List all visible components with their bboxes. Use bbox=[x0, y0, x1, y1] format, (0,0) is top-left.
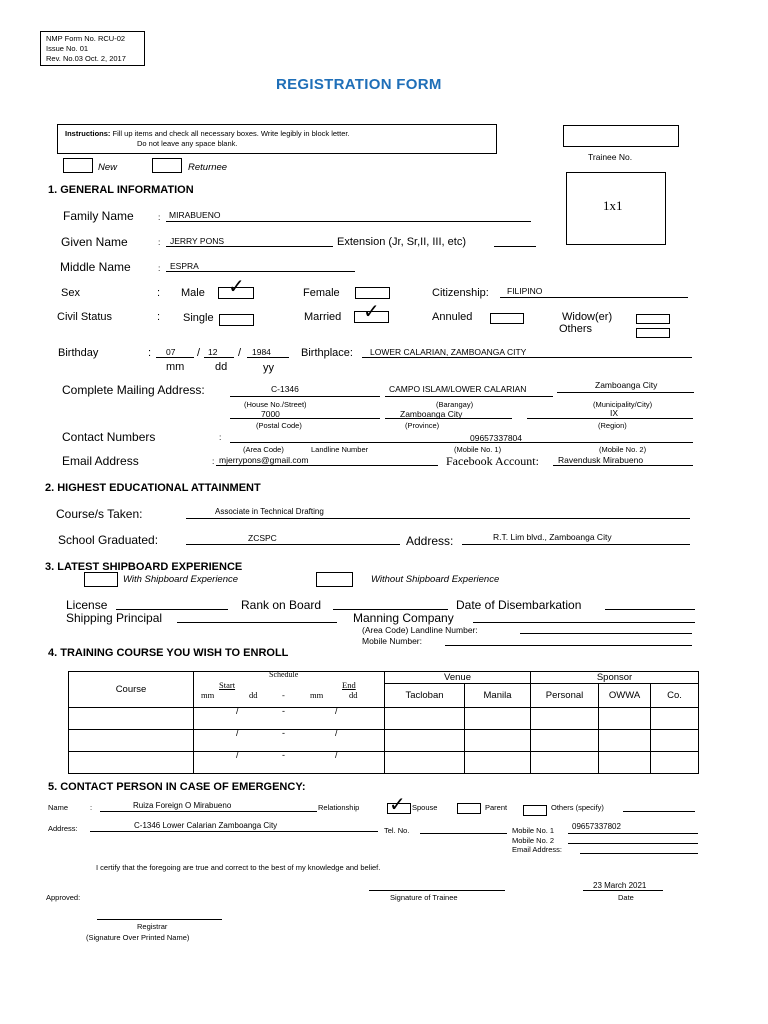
civil-status-colon: : bbox=[157, 311, 161, 323]
table-cell[interactable] bbox=[651, 708, 699, 730]
photo-label: 1x1 bbox=[603, 198, 623, 213]
email-value: mjerrypons@gmail.com bbox=[219, 455, 309, 465]
s3-landline-line[interactable] bbox=[520, 633, 692, 634]
civil-status-label: Civil Status bbox=[57, 311, 113, 323]
approved-label: Approved: bbox=[46, 893, 81, 902]
emergency-mobile2-line[interactable] bbox=[568, 843, 698, 844]
region-label: (Region) bbox=[598, 421, 627, 430]
emergency-mobile1-label: Mobile No. 1 bbox=[512, 826, 555, 835]
others-checkbox[interactable] bbox=[636, 328, 670, 338]
emergency-email-label: Email Address: bbox=[512, 845, 563, 854]
middle-name-line[interactable] bbox=[166, 271, 355, 272]
manning-line[interactable] bbox=[473, 622, 695, 623]
extension-line[interactable] bbox=[494, 246, 536, 247]
new-checkbox[interactable] bbox=[63, 158, 93, 173]
birth-sep-1: / bbox=[197, 347, 201, 359]
school-value: ZCSPC bbox=[248, 533, 277, 543]
section4-title: 4. TRAINING COURSE YOU WISH TO ENROLL bbox=[48, 647, 289, 659]
birth-day-line[interactable] bbox=[204, 357, 234, 358]
school-address-line[interactable] bbox=[462, 544, 690, 545]
certification-text: I certify that the foregoing are true and correct to the best of my knowledge and belief. bbox=[96, 863, 381, 872]
emergency-email-line[interactable] bbox=[580, 853, 698, 854]
region-value: IX bbox=[610, 408, 619, 418]
spouse-check-icon: ✓ bbox=[389, 794, 406, 816]
birthplace-line[interactable] bbox=[362, 357, 692, 358]
license-line[interactable] bbox=[116, 609, 228, 610]
sex-label: Sex bbox=[61, 287, 80, 299]
emergency-mobile2-label: Mobile No. 2 bbox=[512, 836, 555, 845]
returnee-label: Returnee bbox=[188, 162, 228, 173]
returnee-checkbox[interactable] bbox=[152, 158, 182, 173]
course-column-header bbox=[69, 672, 194, 708]
spouse-label: Spouse bbox=[412, 803, 438, 812]
house-label: (House No./Street) bbox=[244, 400, 307, 409]
school-label: School Graduated: bbox=[58, 533, 159, 547]
schedule-cell[interactable] bbox=[194, 708, 385, 730]
course-cell[interactable] bbox=[69, 708, 194, 730]
table-cell[interactable] bbox=[599, 730, 651, 752]
parent-label: Parent bbox=[485, 803, 508, 812]
sched-slash-1: / bbox=[236, 750, 239, 760]
end-label: End bbox=[342, 680, 356, 690]
sched-dash: - bbox=[282, 728, 285, 738]
trainee-no-label: Trainee No. bbox=[588, 152, 633, 162]
disembark-line[interactable] bbox=[605, 609, 695, 610]
sponsor-label: Sponsor bbox=[596, 672, 633, 683]
city-value: Zamboanga City bbox=[595, 380, 658, 390]
facebook-line[interactable] bbox=[553, 465, 693, 466]
female-checkbox[interactable] bbox=[355, 287, 390, 299]
table-cell[interactable] bbox=[599, 752, 651, 774]
citizenship-label: Citizenship: bbox=[432, 287, 489, 299]
barangay-label: (Barangay) bbox=[436, 400, 474, 409]
sex-colon: : bbox=[157, 287, 161, 299]
table-cell[interactable] bbox=[651, 730, 699, 752]
family-name-line[interactable] bbox=[166, 221, 531, 222]
single-checkbox[interactable] bbox=[219, 314, 254, 326]
birth-month: 07 bbox=[166, 347, 176, 357]
birthday-label: Birthday bbox=[58, 347, 99, 359]
schedule-cell[interactable] bbox=[194, 730, 385, 752]
barangay-line[interactable] bbox=[385, 396, 553, 397]
family-name-label: Family Name bbox=[63, 209, 134, 223]
citizenship-value: FILIPINO bbox=[507, 286, 543, 296]
mobile1-label: (Mobile No. 1) bbox=[454, 445, 502, 454]
sched-slash-2: / bbox=[335, 728, 338, 738]
family-name-colon: : bbox=[158, 212, 161, 222]
postal-label: (Postal Code) bbox=[256, 421, 302, 430]
rank-label: Rank on Board bbox=[241, 598, 322, 612]
sched-dash: - bbox=[282, 706, 285, 716]
married-check-icon: ✓ bbox=[363, 301, 380, 323]
facebook-value: Ravendusk Mirabueno bbox=[558, 455, 644, 465]
middle-name-label: Middle Name bbox=[60, 260, 131, 274]
registrar-line[interactable] bbox=[97, 919, 222, 920]
emergency-name-value: Ruiza Foreign O Mirabueno bbox=[133, 801, 232, 810]
printed-name-label: (Signature Over Printed Name) bbox=[86, 933, 190, 942]
widow-checkbox[interactable] bbox=[636, 314, 670, 324]
section3-title-text: . LATEST SHIPBOARD EXPERIENCE bbox=[51, 561, 243, 573]
emergency-tel-label: Tel. No. bbox=[384, 826, 410, 835]
address-label: Complete Mailing Address: bbox=[62, 383, 205, 397]
s3-mobile-line[interactable] bbox=[445, 645, 692, 646]
table-cell[interactable] bbox=[465, 730, 531, 752]
mobile1-value: 09657337804 bbox=[470, 433, 523, 443]
email-colon: : bbox=[212, 456, 215, 466]
birth-year: 1984 bbox=[252, 347, 271, 357]
issue-number: Issue No. 01 bbox=[46, 44, 89, 53]
facebook-label: Facebook Account: bbox=[446, 454, 539, 468]
section5-title: 5. CONTACT PERSON IN CASE OF EMERGENCY: bbox=[48, 781, 306, 793]
email-line[interactable] bbox=[216, 465, 438, 466]
area-code-label: (Area Code) bbox=[243, 445, 284, 454]
sponsor-column-header bbox=[531, 672, 699, 684]
signature-date-value: 23 March 2021 bbox=[593, 881, 647, 890]
birth-year-line[interactable] bbox=[247, 357, 289, 358]
annuled-label: Annuled bbox=[432, 311, 473, 323]
form-number: NMP Form No. RCU-02 bbox=[46, 34, 126, 43]
sched-slash-2: / bbox=[335, 706, 338, 716]
table-cell[interactable] bbox=[385, 708, 465, 730]
course-label: Course/s Taken: bbox=[56, 507, 143, 521]
start-mm-label: mm bbox=[201, 690, 215, 700]
license-label: License bbox=[66, 598, 108, 612]
course-value: Associate in Technical Drafting bbox=[215, 507, 324, 516]
birth-month-line[interactable] bbox=[156, 357, 194, 358]
others-label: Others bbox=[559, 323, 593, 335]
annuled-checkbox[interactable] bbox=[490, 313, 524, 324]
start-dd-label: dd bbox=[249, 690, 258, 700]
emergency-address-label: Address: bbox=[48, 824, 78, 833]
emergency-name-label: Name bbox=[48, 803, 69, 812]
relationship-label: Relationship bbox=[318, 803, 360, 812]
owwa-header bbox=[599, 684, 651, 708]
table-cell[interactable] bbox=[651, 752, 699, 774]
schedule-cell[interactable] bbox=[194, 752, 385, 774]
barangay-value: CAMPO ISLAM/LOWER CALARIAN bbox=[389, 384, 527, 394]
citizenship-line[interactable] bbox=[500, 297, 688, 298]
given-name-colon: : bbox=[158, 237, 161, 247]
disembark-label: Date of Disembarkation bbox=[456, 598, 582, 612]
section1-title: 1. GENERAL INFORMATION bbox=[48, 184, 194, 196]
s3-landline-label: (Area Code) Landline Number: bbox=[362, 625, 478, 635]
middle-name-colon: : bbox=[158, 263, 161, 273]
table-cell[interactable] bbox=[531, 708, 599, 730]
school-address-value: R.T. Lim blvd., Zamboanga City bbox=[493, 532, 612, 542]
sched-dash: - bbox=[282, 750, 285, 760]
birth-day: 12 bbox=[208, 347, 218, 357]
manila-label: Manila bbox=[483, 690, 512, 701]
section2-title: 2. HIGHEST EDUCATIONAL ATTAINMENT bbox=[45, 482, 261, 494]
emergency-others-label: Others (specify) bbox=[551, 803, 604, 812]
contact-label: Contact Numbers bbox=[62, 430, 156, 444]
contact-colon: : bbox=[219, 432, 222, 442]
principal-label: Shipping Principal bbox=[66, 611, 163, 625]
co-header bbox=[651, 684, 699, 708]
co-label: Co. bbox=[667, 690, 682, 701]
without-experience-label: Without Shipboard Experience bbox=[371, 574, 500, 585]
venue-label: Venue bbox=[444, 672, 471, 683]
principal-line[interactable] bbox=[177, 622, 337, 623]
personal-header bbox=[531, 684, 599, 708]
manning-label: Manning Company bbox=[353, 611, 454, 625]
new-label: New bbox=[98, 162, 118, 173]
middle-name-value: ESPRA bbox=[170, 261, 199, 271]
birthplace-value: LOWER CALARIAN, ZAMBOANGA CITY bbox=[370, 347, 527, 357]
mobile2-label: (Mobile No. 2) bbox=[599, 445, 647, 454]
city-label: (Municipality/City) bbox=[593, 400, 653, 409]
married-label: Married bbox=[304, 311, 342, 323]
emergency-mobile1-value: 09657337802 bbox=[572, 822, 621, 831]
section3-title bbox=[45, 561, 242, 573]
schedule-column-header bbox=[194, 672, 385, 708]
parent-checkbox[interactable] bbox=[457, 803, 481, 814]
date-label: Date bbox=[618, 893, 634, 902]
birth-yy-label: yy bbox=[263, 362, 274, 374]
training-table bbox=[68, 671, 699, 774]
instructions-label: Instructions: bbox=[65, 129, 111, 138]
province-label: (Province) bbox=[405, 421, 440, 430]
school-line[interactable] bbox=[186, 544, 400, 545]
given-name-value: JERRY PONS bbox=[170, 236, 225, 246]
sched-slash-1: / bbox=[236, 728, 239, 738]
region-line[interactable] bbox=[527, 418, 693, 419]
contact-line[interactable] bbox=[230, 442, 693, 443]
birth-sep-2: / bbox=[238, 347, 242, 359]
male-check-icon: ✓ bbox=[228, 276, 245, 298]
male-label: Male bbox=[181, 287, 205, 299]
table-cell[interactable] bbox=[385, 730, 465, 752]
province-line[interactable] bbox=[385, 418, 512, 419]
postal-value: 7000 bbox=[261, 409, 280, 419]
birth-mm-label: mm bbox=[166, 361, 185, 373]
course-cell[interactable] bbox=[69, 752, 194, 774]
personal-label: Personal bbox=[545, 690, 584, 701]
province-value: Zamboanga City bbox=[400, 409, 463, 419]
page-title: REGISTRATION FORM bbox=[276, 76, 442, 93]
school-address-label: Address: bbox=[406, 534, 454, 548]
s3-mobile-label: Mobile Number: bbox=[362, 636, 422, 646]
course-line[interactable] bbox=[186, 518, 690, 519]
landline-label: Landline Number bbox=[311, 445, 369, 454]
table-cell[interactable] bbox=[531, 730, 599, 752]
postal-line[interactable] bbox=[230, 418, 380, 419]
rank-line[interactable] bbox=[333, 609, 448, 610]
table-row bbox=[69, 730, 699, 752]
start-label: Start bbox=[219, 680, 236, 690]
end-dd-label: dd bbox=[349, 690, 358, 700]
emergency-name-line[interactable] bbox=[100, 811, 317, 812]
instructions-line2: Do not leave any space blank. bbox=[137, 139, 238, 148]
table-cell[interactable] bbox=[531, 752, 599, 774]
table-cell[interactable] bbox=[385, 752, 465, 774]
revision-number: Rev. No.03 Oct. 2, 2017 bbox=[46, 54, 126, 63]
house-value: C-1346 bbox=[271, 384, 299, 394]
table-row bbox=[69, 752, 699, 774]
emergency-name-colon: : bbox=[90, 803, 93, 812]
female-label: Female bbox=[303, 287, 340, 299]
emergency-address-value: C-1346 Lower Calarian Zamboanga City bbox=[134, 821, 278, 830]
trainee-signature-line[interactable] bbox=[369, 890, 505, 891]
schedule-dash: - bbox=[282, 690, 285, 700]
without-experience-checkbox[interactable] bbox=[316, 572, 353, 587]
family-name-value: MIRABUENO bbox=[169, 210, 221, 220]
manila-header bbox=[465, 684, 531, 708]
extension-label: Extension (Jr, Sr,II, III, etc) bbox=[337, 236, 466, 248]
tacloban-header bbox=[385, 684, 465, 708]
table-cell[interactable] bbox=[465, 708, 531, 730]
trainee-signature-label: Signature of Trainee bbox=[390, 893, 458, 902]
course-cell[interactable] bbox=[69, 730, 194, 752]
birthplace-label: Birthplace: bbox=[301, 347, 353, 359]
widow-label: Widow(er) bbox=[562, 311, 613, 323]
house-line[interactable] bbox=[230, 396, 380, 397]
end-mm-label: mm bbox=[310, 690, 324, 700]
owwa-label: OWWA bbox=[608, 690, 641, 701]
instructions-text1: Fill up items and check all necessary boxes. Write legibly in block letter. bbox=[110, 129, 350, 138]
date-line[interactable] bbox=[583, 890, 663, 891]
given-name-label: Given Name bbox=[61, 235, 128, 249]
tacloban-label: Tacloban bbox=[405, 690, 444, 701]
table-row bbox=[69, 708, 699, 730]
table-cell[interactable] bbox=[599, 708, 651, 730]
with-experience-label: With Shipboard Experience bbox=[123, 574, 239, 585]
section3-number: 3 bbox=[45, 561, 52, 573]
birth-dd-label: dd bbox=[215, 361, 228, 373]
sched-slash-2: / bbox=[335, 750, 338, 760]
with-experience-checkbox[interactable] bbox=[84, 572, 118, 587]
sched-slash-1: / bbox=[236, 706, 239, 716]
venue-column-header bbox=[385, 672, 531, 684]
emergency-address-line[interactable] bbox=[90, 831, 378, 832]
city-line[interactable] bbox=[557, 392, 694, 393]
emergency-mobile1-line[interactable] bbox=[568, 833, 698, 834]
single-label: Single bbox=[183, 312, 214, 324]
course-col-label: Course bbox=[115, 684, 147, 695]
given-name-line[interactable] bbox=[166, 246, 333, 247]
table-cell[interactable] bbox=[465, 752, 531, 774]
emergency-others-line[interactable] bbox=[623, 811, 695, 812]
emergency-tel-line[interactable] bbox=[420, 833, 507, 834]
instructions-line1 bbox=[65, 129, 350, 138]
trainee-no-box[interactable] bbox=[563, 125, 679, 147]
birthday-colon: : bbox=[148, 347, 152, 359]
email-label: Email Address bbox=[62, 454, 139, 468]
schedule-label: Schedule bbox=[269, 670, 299, 679]
emergency-others-checkbox[interactable] bbox=[523, 805, 547, 816]
registrar-label: Registrar bbox=[137, 922, 168, 931]
